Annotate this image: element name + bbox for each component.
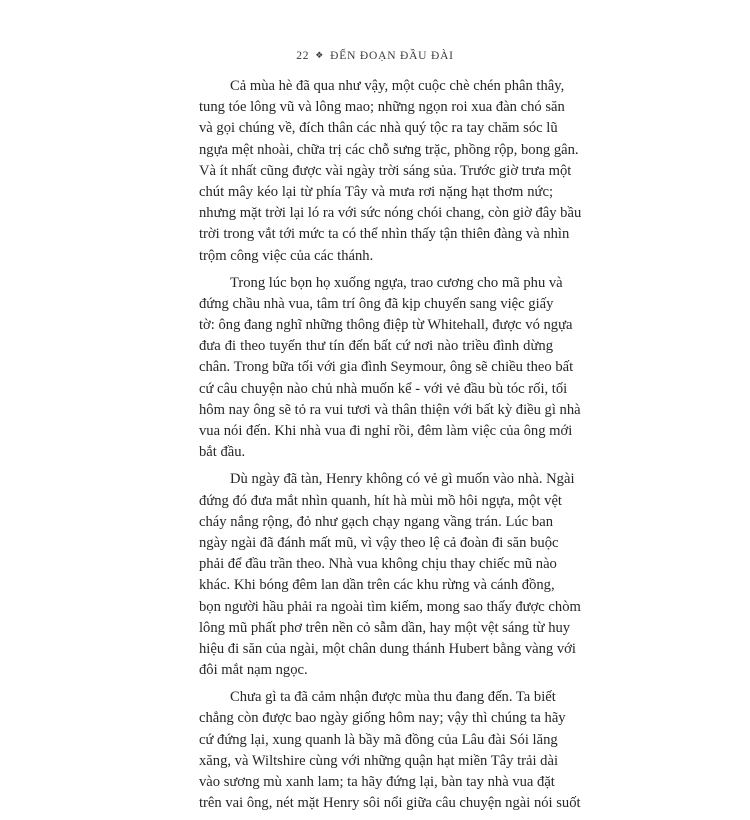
paragraph [199, 273, 581, 464]
body-text [199, 76, 582, 820]
text-line: vào sương mù xanh lam; ta hãy đứng lại, bàn tay nhà vua đặt [199, 774, 555, 790]
text-line: Cả mùa hè đã qua như vậy, một cuộc chè chén phân thây, [230, 78, 565, 94]
paragraph [199, 76, 582, 267]
text-line: Dù ngày đã tàn, Henry không có vẻ gì muốn vào nhà. Ngài [230, 471, 575, 488]
text-line: hiệu đi săn của ngài, một chân dung thánh Hubert bằng vàng với [199, 640, 576, 657]
text-line: đưa đi theo tuyến thư tín đến bất cứ nơi nào triều đình dừng [199, 338, 553, 355]
text-line: trên vai ông, nét mặt Henry sôi nổi giữa câu chuyện ngài nói suốt [199, 795, 581, 812]
paragraph [199, 687, 581, 814]
text-line: ngày ngài đã đánh mất mũ, vì vậy theo lệ cả đoàn đi săn buộc [199, 534, 559, 551]
text-line: đứng chầu nhà vua, tâm trí ông đã kịp chuyển sang việc giấy [199, 295, 554, 312]
text-line: chân. Trong bữa tối với gia đình Seymour, ông sẽ chiều theo bất [199, 359, 574, 376]
text-line: đứng đó đưa mắt nhìn quanh, hít hà mùi mồ hôi ngựa, một vệt [199, 492, 562, 509]
text-line: vua nói đến. Khi nhà vua đi nghỉ rồi, đêm làm việc của ông mới [199, 423, 573, 439]
running-header [0, 50, 750, 62]
text-line: trộm công việc của các thánh. [199, 247, 374, 264]
page-number: 22 [296, 50, 310, 62]
text-line: Và ít nhất cũng được vài ngày trời sáng sủa. Trước giờ trưa một [199, 162, 572, 179]
text-line: ngựa mệt nhoài, chữa trị các chỗ sưng trặc, phồng rộp, bong gân. [199, 141, 579, 158]
text-line: chẳng còn được bao ngày giống hôm nay; vậy thì chúng ta hãy [199, 710, 566, 727]
text-line: xăng, và Wiltshire cùng với những quận hạt miền Tây trải dài [199, 752, 558, 769]
text-line: tung tóe lông vũ và lông mao; những ngọn roi xua đàn chó săn [199, 99, 565, 116]
text-line: và gọi chúng về, đích thân các nhà quý tộc ra tay chăm sóc lũ [199, 120, 558, 137]
text-line: chút mây kéo lại từ phía Tây và mưa rơi nặng hạt thơm nức; [199, 183, 553, 200]
text-line: bọn người hầu phải ra ngoài tìm kiếm, mong sao thấy được chòm [199, 598, 581, 615]
running-title: ĐẾN ĐOẠN ĐẦU ĐÀI [330, 50, 454, 62]
text-line: nhưng mặt trời lại ló ra với sức nóng chói chang, còn giờ đây bầu [199, 205, 582, 222]
text-line: khác. Khi bóng đêm lan dần trên các khu rừng và cánh đồng, [199, 577, 555, 594]
text-line: Chưa gì ta đã cảm nhận được mùa thu đang đến. Ta biết [230, 689, 556, 706]
text-line: đôi mắt nạm ngọc. [199, 662, 308, 679]
text-line: lông mũ phất phơ trên nền cỏ sẫm dần, hay một vệt sáng từ huy [199, 619, 571, 636]
text-line: trời trong vắt tới mức ta có thể nhìn thấy tận thiên đàng và nhìn [199, 226, 570, 243]
text-line: cứ đứng lại, xung quanh là bầy mã đồng của Lâu đài Sói lăng [199, 731, 558, 748]
text-line: cứ câu chuyện nào chủ nhà muốn kể - với vẻ đầu bù tóc rối, tối [199, 380, 568, 397]
text-line: hôm nay ông sẽ tỏ ra vui tươi và thân thiện với bất kỳ điều gì nhà [199, 401, 581, 418]
ornament-icon: ❖ [315, 50, 325, 60]
text-line: phải để đầu trần theo. Nhà vua không chịu thay chiếc mũ nào [199, 556, 557, 573]
text-line: cháy nắng rộng, đỏ như gạch chạy ngang vầng trán. Lúc ban [199, 513, 553, 530]
paragraph [199, 469, 581, 681]
text-line: Trong lúc bọn họ xuống ngựa, trao cương cho mã phu và [230, 274, 563, 291]
text-line: tờ: ông đang nghĩ những thông điệp từ Whitehall, được vó ngựa [199, 317, 573, 334]
text-line: bắt đầu. [199, 444, 246, 461]
